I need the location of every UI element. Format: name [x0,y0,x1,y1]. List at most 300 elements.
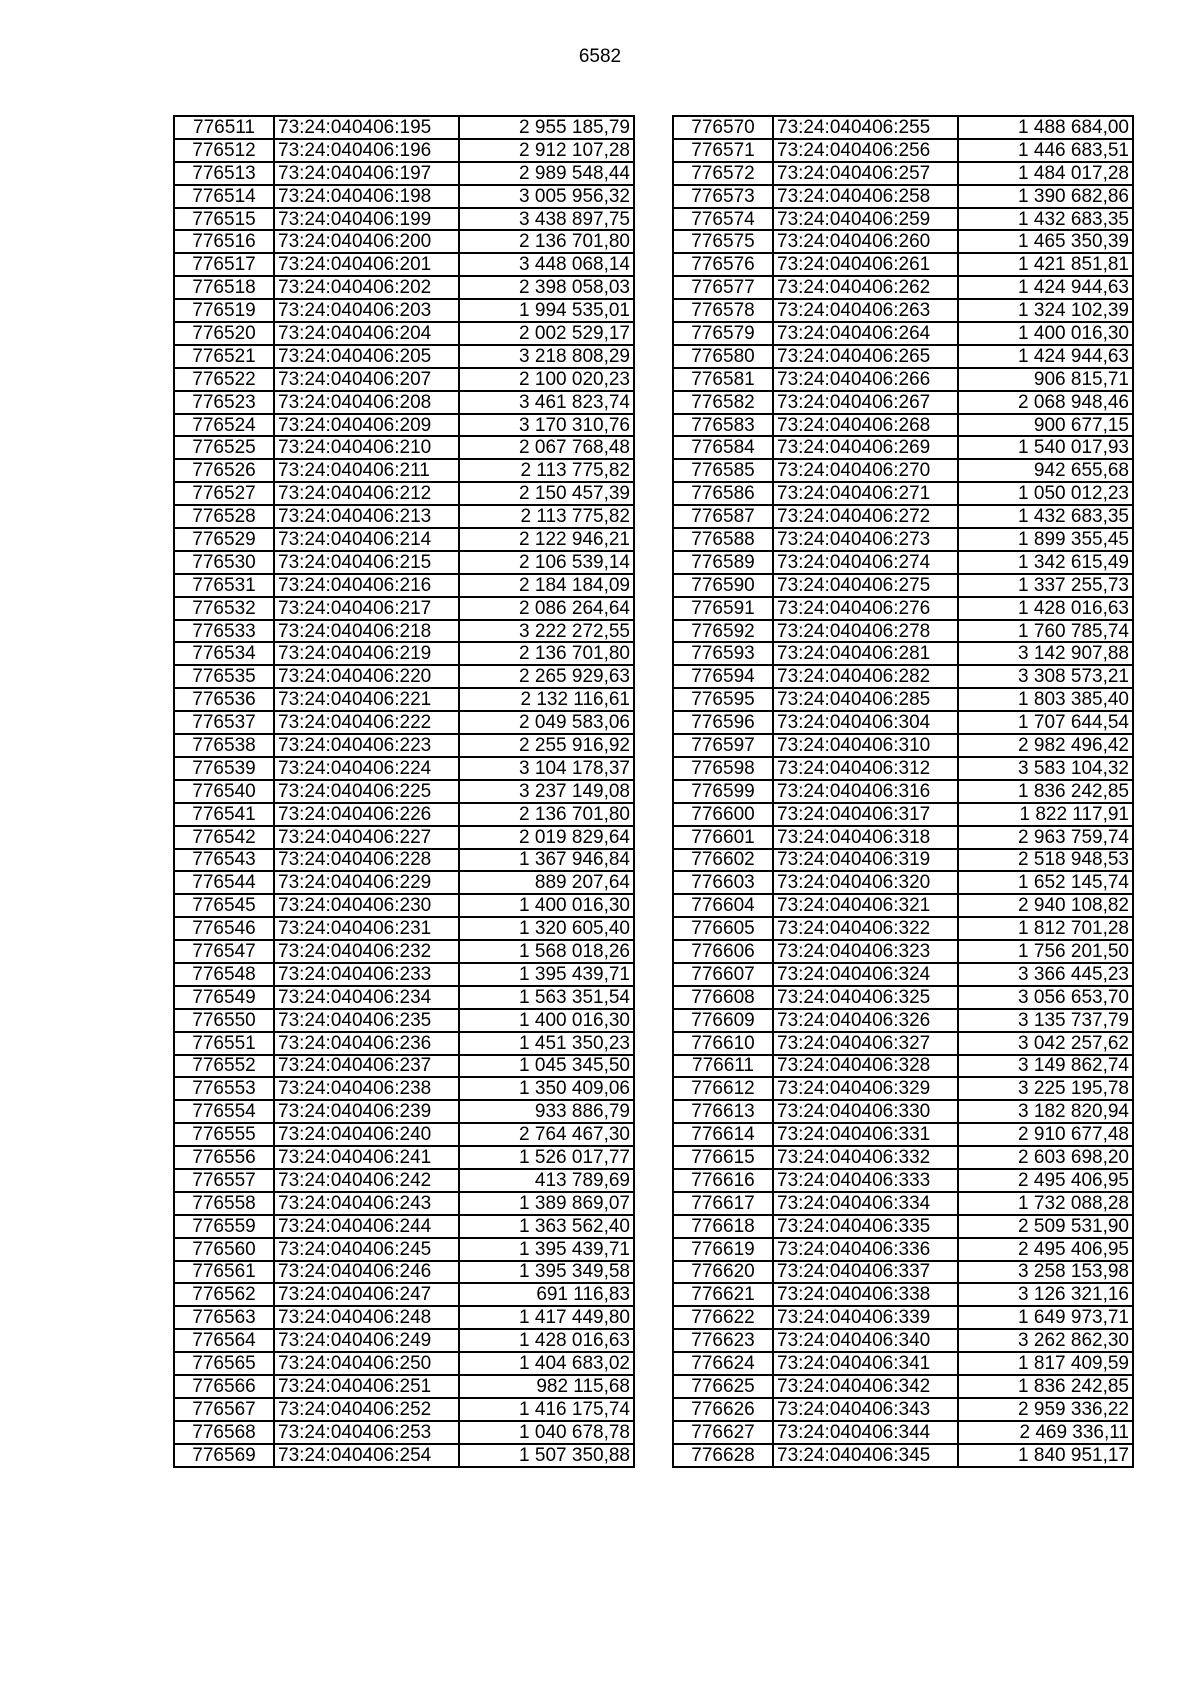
record-number-cell: 776595 [673,688,773,711]
cadastral-number-cell: 73:24:040406:319 [773,849,958,872]
record-number-cell: 776522 [174,368,274,391]
cadastral-number-cell: 73:24:040406:219 [274,642,459,665]
record-number-cell: 776545 [174,894,274,917]
record-number-cell: 776521 [174,345,274,368]
record-number-cell: 776618 [673,1215,773,1238]
cadastral-number-cell: 73:24:040406:204 [274,322,459,345]
record-number-cell: 776593 [673,642,773,665]
table-row [673,688,1133,711]
record-number-cell: 776562 [174,1283,274,1306]
cadastral-number-cell: 73:24:040406:276 [773,597,958,620]
cadastral-number-cell: 73:24:040406:271 [773,482,958,505]
cadastral-number-cell: 73:24:040406:334 [773,1192,958,1215]
cadastral-number-cell: 73:24:040406:203 [274,299,459,322]
table-row [174,368,634,391]
cadastral-number-cell: 73:24:040406:235 [274,1009,459,1032]
cadastral-number-cell: 73:24:040406:278 [773,620,958,643]
value-cell: 900 677,15 [958,414,1133,437]
cadastral-number-cell: 73:24:040406:240 [274,1123,459,1146]
table-row [673,803,1133,826]
left-table-body [174,116,634,1467]
cadastral-number-cell: 73:24:040406:272 [773,505,958,528]
record-number-cell: 776624 [673,1352,773,1375]
table-row [174,780,634,803]
value-cell: 3 448 068,14 [459,253,634,276]
value-cell: 1 652 145,74 [958,871,1133,894]
record-number-cell: 776534 [174,642,274,665]
record-number-cell: 776589 [673,551,773,574]
table-row [673,871,1133,894]
value-cell: 1 817 409,59 [958,1352,1133,1375]
table-row [174,1192,634,1215]
value-cell: 2 982 496,42 [958,734,1133,757]
cadastral-number-cell: 73:24:040406:317 [773,803,958,826]
table-row [174,505,634,528]
value-cell: 1 389 869,07 [459,1192,634,1215]
value-cell: 1 337 255,73 [958,574,1133,597]
table-row [174,1100,634,1123]
cadastral-number-cell: 73:24:040406:326 [773,1009,958,1032]
table-row [673,1077,1133,1100]
record-number-cell: 776511 [174,116,274,139]
table-row [673,253,1133,276]
cadastral-number-cell: 73:24:040406:261 [773,253,958,276]
table-row [673,505,1133,528]
record-number-cell: 776601 [673,826,773,849]
record-number-cell: 776575 [673,230,773,253]
record-number-cell: 776608 [673,986,773,1009]
value-cell: 1 451 350,23 [459,1032,634,1055]
record-number-cell: 776626 [673,1398,773,1421]
table-row [174,1306,634,1329]
right-table-body [673,116,1133,1467]
cadastral-number-cell: 73:24:040406:268 [773,414,958,437]
table-row [174,597,634,620]
value-cell: 1 507 350,88 [459,1444,634,1467]
cadastral-number-cell: 73:24:040406:323 [773,940,958,963]
record-number-cell: 776585 [673,459,773,482]
record-number-cell: 776567 [174,1398,274,1421]
table-row [673,826,1133,849]
value-cell: 2 067 768,48 [459,436,634,459]
cadastral-number-cell: 73:24:040406:329 [773,1077,958,1100]
value-cell: 2 963 759,74 [958,826,1133,849]
value-cell: 2 940 108,82 [958,894,1133,917]
cadastral-number-cell: 73:24:040406:332 [773,1146,958,1169]
table-row [673,849,1133,872]
table-row [673,1032,1133,1055]
value-cell: 3 237 149,08 [459,780,634,803]
cadastral-number-cell: 73:24:040406:242 [274,1169,459,1192]
table-row [673,436,1133,459]
value-cell: 3 126 321,16 [958,1283,1133,1306]
cadastral-number-cell: 73:24:040406:340 [773,1329,958,1352]
table-row [174,253,634,276]
table-row [673,528,1133,551]
value-cell: 1 390 682,86 [958,185,1133,208]
table-row [673,940,1133,963]
table-row [673,917,1133,940]
table-row [673,665,1133,688]
record-number-cell: 776625 [673,1375,773,1398]
cadastral-number-cell: 73:24:040406:266 [773,368,958,391]
value-cell: 3 262 862,30 [958,1329,1133,1352]
cadastral-number-cell: 73:24:040406:321 [773,894,958,917]
table-row [174,688,634,711]
value-cell: 2 136 701,80 [459,642,634,665]
cadastral-number-cell: 73:24:040406:212 [274,482,459,505]
record-number-cell: 776600 [673,803,773,826]
table-row [174,322,634,345]
value-cell: 3 104 178,37 [459,757,634,780]
cadastral-number-cell: 73:24:040406:226 [274,803,459,826]
value-cell: 2 184 184,09 [459,574,634,597]
cadastral-number-cell: 73:24:040406:229 [274,871,459,894]
table-row [673,1329,1133,1352]
value-cell: 1 395 439,71 [459,1238,634,1261]
value-cell: 2 150 457,39 [459,482,634,505]
cadastral-number-cell: 73:24:040406:220 [274,665,459,688]
table-row [673,963,1133,986]
value-cell: 1 803 385,40 [958,688,1133,711]
record-number-cell: 776571 [673,139,773,162]
cadastral-number-cell: 73:24:040406:338 [773,1283,958,1306]
value-cell: 1 395 349,58 [459,1261,634,1284]
table-row [174,1215,634,1238]
table-row [673,391,1133,414]
value-cell: 1 540 017,93 [958,436,1133,459]
record-number-cell: 776558 [174,1192,274,1215]
value-cell: 3 461 823,74 [459,391,634,414]
value-cell: 1 488 684,00 [958,116,1133,139]
table-row [174,1055,634,1078]
cadastral-number-cell: 73:24:040406:232 [274,940,459,963]
record-number-cell: 776612 [673,1077,773,1100]
value-cell: 1 707 644,54 [958,711,1133,734]
cadastral-number-cell: 73:24:040406:264 [773,322,958,345]
value-cell: 3 182 820,94 [958,1100,1133,1123]
record-number-cell: 776569 [174,1444,274,1467]
table-row [174,391,634,414]
record-number-cell: 776610 [673,1032,773,1055]
table-row [174,803,634,826]
table-row [673,482,1133,505]
table-row [174,1398,634,1421]
record-number-cell: 776513 [174,162,274,185]
record-number-cell: 776526 [174,459,274,482]
table-row [174,551,634,574]
record-number-cell: 776519 [174,299,274,322]
cadastral-number-cell: 73:24:040406:257 [773,162,958,185]
value-cell: 2 912 107,28 [459,139,634,162]
cadastral-number-cell: 73:24:040406:342 [773,1375,958,1398]
value-cell: 2 132 116,61 [459,688,634,711]
cadastral-number-cell: 73:24:040406:239 [274,1100,459,1123]
table-row [174,230,634,253]
cadastral-number-cell: 73:24:040406:273 [773,528,958,551]
cadastral-number-cell: 73:24:040406:275 [773,574,958,597]
value-cell: 889 207,64 [459,871,634,894]
cadastral-number-cell: 73:24:040406:339 [773,1306,958,1329]
cadastral-number-cell: 73:24:040406:221 [274,688,459,711]
table-row [673,230,1133,253]
value-cell: 1 836 242,85 [958,1375,1133,1398]
value-cell: 2 518 948,53 [958,849,1133,872]
cadastral-number-cell: 73:24:040406:217 [274,597,459,620]
table-row [673,757,1133,780]
cadastral-number-cell: 73:24:040406:215 [274,551,459,574]
table-row [673,345,1133,368]
record-number-cell: 776530 [174,551,274,574]
cadastral-number-cell: 73:24:040406:251 [274,1375,459,1398]
value-cell: 1 836 242,85 [958,780,1133,803]
table-row [673,1146,1133,1169]
table-row [174,849,634,872]
table-row [673,1123,1133,1146]
value-cell: 982 115,68 [459,1375,634,1398]
table-row [174,826,634,849]
table-row [673,574,1133,597]
value-cell: 691 116,83 [459,1283,634,1306]
cadastral-number-cell: 73:24:040406:234 [274,986,459,1009]
record-number-cell: 776535 [174,665,274,688]
record-number-cell: 776599 [673,780,773,803]
value-cell: 1 400 016,30 [958,322,1133,345]
record-number-cell: 776596 [673,711,773,734]
cadastral-number-cell: 73:24:040406:231 [274,917,459,940]
table-row [174,917,634,940]
value-cell: 2 959 336,22 [958,1398,1133,1421]
record-number-cell: 776550 [174,1009,274,1032]
value-cell: 1 822 117,91 [958,803,1133,826]
table-row [673,185,1133,208]
value-cell: 1 432 683,35 [958,505,1133,528]
record-number-cell: 776564 [174,1329,274,1352]
cadastral-number-cell: 73:24:040406:343 [773,1398,958,1421]
record-number-cell: 776540 [174,780,274,803]
record-number-cell: 776577 [673,276,773,299]
value-cell: 3 170 310,76 [459,414,634,437]
cadastral-number-cell: 73:24:040406:214 [274,528,459,551]
record-number-cell: 776529 [174,528,274,551]
value-cell: 2 002 529,17 [459,322,634,345]
record-number-cell: 776603 [673,871,773,894]
value-cell: 2 255 916,92 [459,734,634,757]
cadastral-number-cell: 73:24:040406:243 [274,1192,459,1215]
cadastral-number-cell: 73:24:040406:228 [274,849,459,872]
table-row [673,322,1133,345]
table-row [673,1306,1133,1329]
record-number-cell: 776549 [174,986,274,1009]
record-number-cell: 776559 [174,1215,274,1238]
value-cell: 3 042 257,62 [958,1032,1133,1055]
cadastral-number-cell: 73:24:040406:312 [773,757,958,780]
cadastral-number-cell: 73:24:040406:333 [773,1169,958,1192]
cadastral-number-cell: 73:24:040406:254 [274,1444,459,1467]
table-row [174,940,634,963]
record-number-cell: 776609 [673,1009,773,1032]
table-row [673,208,1133,231]
record-number-cell: 776587 [673,505,773,528]
value-cell: 2 086 264,64 [459,597,634,620]
record-number-cell: 776512 [174,139,274,162]
record-number-cell: 776623 [673,1329,773,1352]
value-cell: 3 056 653,70 [958,986,1133,1009]
cadastral-number-cell: 73:24:040406:230 [274,894,459,917]
record-number-cell: 776616 [673,1169,773,1192]
value-cell: 1 350 409,06 [459,1077,634,1100]
cadastral-number-cell: 73:24:040406:267 [773,391,958,414]
table-row [673,734,1133,757]
value-cell: 1 899 355,45 [958,528,1133,551]
value-cell: 2 068 948,46 [958,391,1133,414]
value-cell: 3 142 907,88 [958,642,1133,665]
right-data-table [672,115,1134,1468]
table-row [174,620,634,643]
table-row [174,1009,634,1032]
record-number-cell: 776556 [174,1146,274,1169]
table-row [673,116,1133,139]
record-number-cell: 776572 [673,162,773,185]
cadastral-number-cell: 73:24:040406:256 [773,139,958,162]
record-number-cell: 776627 [673,1421,773,1444]
table-row [673,1009,1133,1032]
value-cell: 2 989 548,44 [459,162,634,185]
record-number-cell: 776584 [673,436,773,459]
cadastral-number-cell: 73:24:040406:202 [274,276,459,299]
record-number-cell: 776628 [673,1444,773,1467]
record-number-cell: 776614 [673,1123,773,1146]
cadastral-number-cell: 73:24:040406:210 [274,436,459,459]
value-cell: 933 886,79 [459,1100,634,1123]
cadastral-number-cell: 73:24:040406:263 [773,299,958,322]
value-cell: 3 308 573,21 [958,665,1133,688]
cadastral-number-cell: 73:24:040406:318 [773,826,958,849]
table-row [174,162,634,185]
value-cell: 3 135 737,79 [958,1009,1133,1032]
cadastral-number-cell: 73:24:040406:224 [274,757,459,780]
value-cell: 1 421 851,81 [958,253,1133,276]
cadastral-number-cell: 73:24:040406:250 [274,1352,459,1375]
value-cell: 2 955 185,79 [459,116,634,139]
table-row [174,528,634,551]
record-number-cell: 776524 [174,414,274,437]
record-number-cell: 776592 [673,620,773,643]
record-number-cell: 776573 [673,185,773,208]
value-cell: 3 258 153,98 [958,1261,1133,1284]
record-number-cell: 776582 [673,391,773,414]
record-number-cell: 776536 [174,688,274,711]
table-row [174,1444,634,1467]
record-number-cell: 776554 [174,1100,274,1123]
record-number-cell: 776547 [174,940,274,963]
cadastral-number-cell: 73:24:040406:262 [773,276,958,299]
table-row [673,986,1133,1009]
value-cell: 2 509 531,90 [958,1215,1133,1238]
value-cell: 1 563 351,54 [459,986,634,1009]
record-number-cell: 776531 [174,574,274,597]
value-cell: 2 603 698,20 [958,1146,1133,1169]
cadastral-number-cell: 73:24:040406:310 [773,734,958,757]
record-number-cell: 776581 [673,368,773,391]
cadastral-number-cell: 73:24:040406:274 [773,551,958,574]
record-number-cell: 776538 [174,734,274,757]
table-row [673,276,1133,299]
cadastral-number-cell: 73:24:040406:237 [274,1055,459,1078]
value-cell: 1 400 016,30 [459,894,634,917]
table-row [673,1100,1133,1123]
cadastral-number-cell: 73:24:040406:322 [773,917,958,940]
cadastral-number-cell: 73:24:040406:337 [773,1261,958,1284]
cadastral-number-cell: 73:24:040406:236 [274,1032,459,1055]
table-row [174,345,634,368]
record-number-cell: 776605 [673,917,773,940]
cadastral-number-cell: 73:24:040406:225 [274,780,459,803]
table-row [673,368,1133,391]
table-row [174,1238,634,1261]
record-number-cell: 776576 [673,253,773,276]
value-cell: 2 398 058,03 [459,276,634,299]
table-row [673,1398,1133,1421]
table-row [174,459,634,482]
cadastral-number-cell: 73:24:040406:285 [773,688,958,711]
table-row [174,963,634,986]
table-row [673,414,1133,437]
table-row [673,162,1133,185]
cadastral-number-cell: 73:24:040406:198 [274,185,459,208]
table-row [174,185,634,208]
value-cell: 1 342 615,49 [958,551,1133,574]
value-cell: 1 756 201,50 [958,940,1133,963]
table-row [673,711,1133,734]
record-number-cell: 776518 [174,276,274,299]
value-cell: 1 367 946,84 [459,849,634,872]
value-cell: 1 324 102,39 [958,299,1133,322]
record-number-cell: 776586 [673,482,773,505]
cadastral-number-cell: 73:24:040406:259 [773,208,958,231]
record-number-cell: 776570 [673,116,773,139]
record-number-cell: 776553 [174,1077,274,1100]
table-row [174,574,634,597]
cadastral-number-cell: 73:24:040406:345 [773,1444,958,1467]
record-number-cell: 776515 [174,208,274,231]
value-cell: 2 019 829,64 [459,826,634,849]
value-cell: 3 438 897,75 [459,208,634,231]
value-cell: 1 432 683,35 [958,208,1133,231]
table-row [673,894,1133,917]
cadastral-number-cell: 73:24:040406:248 [274,1306,459,1329]
value-cell: 1 840 951,17 [958,1444,1133,1467]
record-number-cell: 776561 [174,1261,274,1284]
record-number-cell: 776523 [174,391,274,414]
value-cell: 1 526 017,77 [459,1146,634,1169]
table-row [673,780,1133,803]
value-cell: 2 495 406,95 [958,1169,1133,1192]
table-row [673,597,1133,620]
cadastral-number-cell: 73:24:040406:205 [274,345,459,368]
table-row [673,1238,1133,1261]
value-cell: 1 446 683,51 [958,139,1133,162]
cadastral-number-cell: 73:24:040406:341 [773,1352,958,1375]
table-row [174,1123,634,1146]
cadastral-number-cell: 73:24:040406:246 [274,1261,459,1284]
record-number-cell: 776583 [673,414,773,437]
cadastral-number-cell: 73:24:040406:260 [773,230,958,253]
record-number-cell: 776527 [174,482,274,505]
record-number-cell: 776566 [174,1375,274,1398]
record-number-cell: 776544 [174,871,274,894]
cadastral-number-cell: 73:24:040406:223 [274,734,459,757]
